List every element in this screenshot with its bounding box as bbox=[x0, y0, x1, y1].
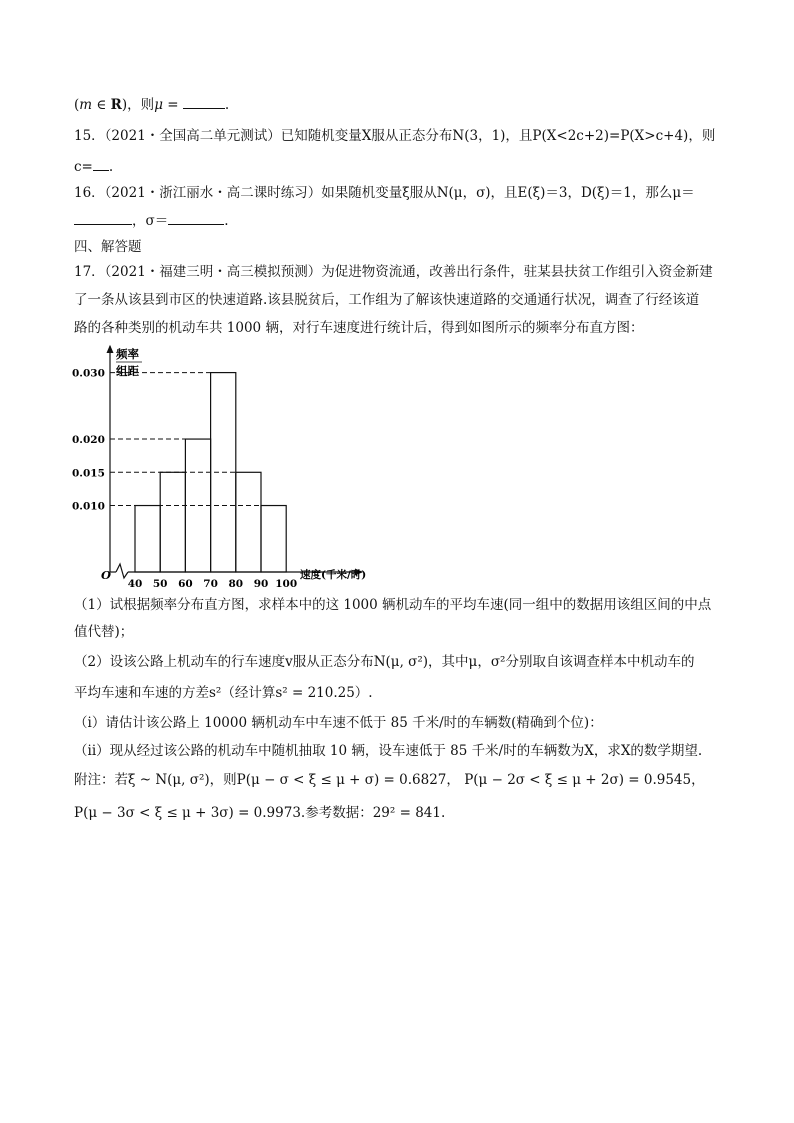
x-tick-labels bbox=[128, 578, 297, 590]
axis-break bbox=[116, 564, 128, 578]
answer-blank-c[interactable] bbox=[93, 156, 109, 171]
q14-tail bbox=[74, 94, 724, 115]
math-R: R bbox=[110, 97, 122, 113]
q15-answer-line bbox=[74, 156, 724, 177]
section-heading: 四、解答题 bbox=[74, 239, 142, 255]
answer-blank-q16-sigma[interactable] bbox=[168, 210, 224, 225]
q14-then: )，则 bbox=[121, 97, 155, 113]
q16-text: 16．（2021・浙江丽水・高二课时练习）如果随机变量ξ服从N(μ，σ)，且E(ξ)＝3，D(ξ)＝1，那么μ＝ bbox=[74, 185, 695, 201]
y-tick-label: 0.015 bbox=[72, 467, 105, 480]
math-mu: μ bbox=[154, 97, 163, 113]
x-tick-label: 70 bbox=[203, 578, 218, 590]
bar-90-100 bbox=[261, 506, 286, 572]
y-axis-label-bottom: 组距 bbox=[116, 364, 139, 378]
q16-period: . bbox=[224, 213, 229, 229]
part1-line2: 值代替)； bbox=[74, 624, 134, 640]
x-tick-label: 100 bbox=[275, 578, 298, 590]
x-tick-label: 50 bbox=[152, 578, 168, 590]
note-line2: P(μ − 3σ < ξ ≤ μ + 3σ) = 0.9973.参考数据：29² = 841. bbox=[74, 805, 446, 821]
y-tick-label: 0.010 bbox=[72, 500, 105, 513]
q17-text-line3: 路的各种类别的机动车共 1000 辆，对行车速度进行统计后，得到如图所示的频率分布直方图： bbox=[74, 320, 644, 336]
q15-text: 15．（2021・全国高二单元测试）已知随机变量X服从正态分布N(3，1)，且P(X<2c+2)=P(X>c+4)，则 bbox=[74, 128, 716, 144]
part2-line1: （2）设该公路上机动车的行车速度v服从正态分布N(μ, σ²)，其中μ，σ²分别取自该调查样本中机动车的 bbox=[74, 654, 695, 670]
q14-period: . bbox=[224, 97, 230, 113]
y-tick-labels bbox=[72, 368, 105, 513]
q16-sigma-label: ，σ＝ bbox=[132, 213, 169, 229]
x-axis-label: 速度(千米/时) bbox=[300, 569, 367, 581]
y-tick-label: 0.020 bbox=[72, 434, 105, 447]
answer-blank-mu[interactable] bbox=[183, 94, 225, 109]
answer-blank-q16-mu[interactable] bbox=[74, 210, 132, 225]
origin-label: O bbox=[101, 568, 112, 582]
q17-text-line1: 17．（2021・福建三明・高三模拟预测）为促进物资流通，改善出行条件，驻某县扶贫工作组引入资金新建 bbox=[74, 264, 713, 280]
x-tick-label: 40 bbox=[127, 578, 143, 590]
math-in: ∈ bbox=[92, 97, 111, 113]
x-tick-label: 80 bbox=[228, 578, 244, 590]
math-m: m bbox=[79, 97, 93, 113]
bar-50-60 bbox=[160, 472, 185, 572]
note-line1: 附注：若ξ ~ N(μ, σ²)，则P(μ − σ < ξ ≤ μ + σ) = 0.6827， P(μ − 2σ < ξ ≤ μ + 2σ) = 0.9545， bbox=[74, 772, 705, 788]
q15-c-label: c= bbox=[74, 159, 93, 175]
part1-line1: （1）试根据频率分布直方图，求样本中的这 1000 辆机动车的平均车速(同一组中的数据用该组区间的中点 bbox=[74, 597, 712, 613]
x-tick-label: 90 bbox=[253, 578, 269, 590]
y-axis-label-top: 频率 bbox=[116, 347, 139, 361]
bars bbox=[135, 373, 286, 572]
bar-40-50 bbox=[135, 506, 160, 572]
q17-text-line2: 了一条从该县到市区的快速道路.该县脱贫后，工作组为了解该快速道路的交通通行状况，调查了行经该道 bbox=[74, 292, 700, 308]
paren-open: ( bbox=[74, 97, 80, 113]
part2-line2: 平均车速和车速的方差s²（经计算s² = 210.25）. bbox=[74, 685, 373, 701]
q15-period: . bbox=[108, 159, 114, 175]
part2-ii: （ii）现从经过该公路的机动车中随机抽取 10 辆，设车速低于 85 千米/时的车辆数为X，求X的数学期望. bbox=[74, 743, 703, 759]
math-eq: = bbox=[162, 97, 183, 113]
q16-answer-line bbox=[74, 210, 724, 231]
frequency-histogram bbox=[70, 340, 400, 590]
y-tick-label: 0.030 bbox=[72, 367, 105, 380]
bar-80-90 bbox=[236, 472, 261, 572]
x-tick-label: 60 bbox=[178, 578, 193, 590]
part2-i: （i）请估计该公路上 10000 辆机动车中车速不低于 85 千米/时的车辆数(精确到个位)： bbox=[74, 715, 603, 731]
